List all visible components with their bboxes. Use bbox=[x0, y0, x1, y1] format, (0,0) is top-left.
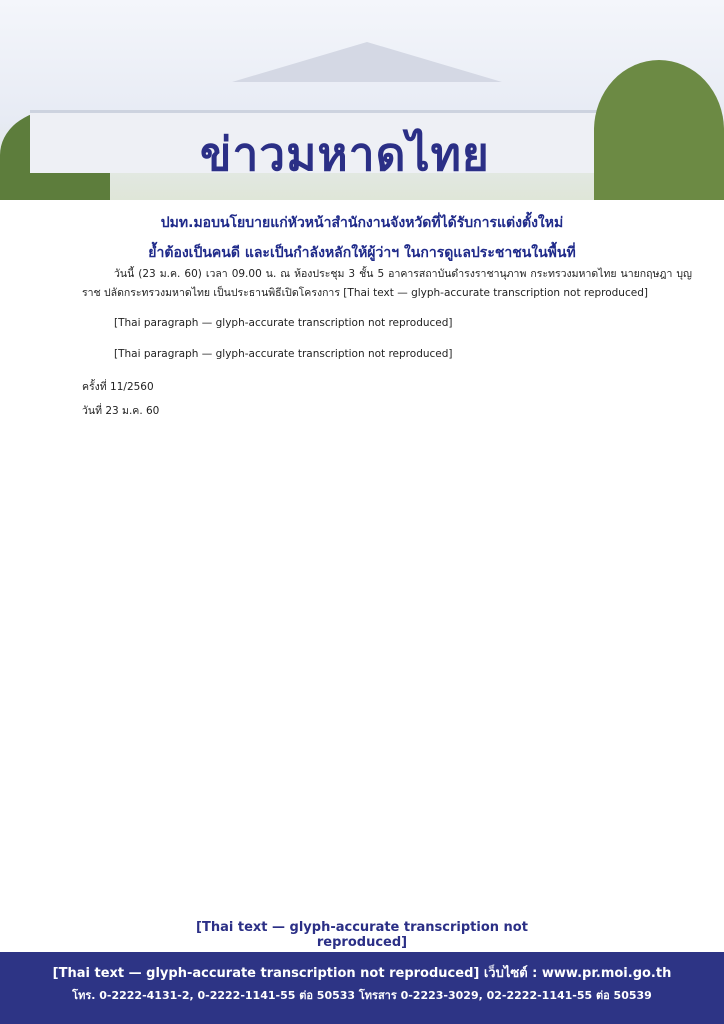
article-body bbox=[82, 265, 692, 423]
news-headline bbox=[100, 212, 624, 264]
issue-date: วันที่ 23 ม.ค. 60 bbox=[82, 405, 160, 417]
tree-decoration-right bbox=[594, 60, 724, 200]
publication-logo: ข่าวมหาดไทย bbox=[200, 127, 490, 181]
building-roof-decoration bbox=[232, 42, 502, 82]
thanks-note: [Thai text — glyph-accurate transcription not reproduced] bbox=[196, 920, 528, 950]
issue-number: ครั้งที่ 11/2560 bbox=[82, 381, 154, 393]
masthead-banner bbox=[0, 0, 724, 200]
paragraph-2: [Thai paragraph — glyph-accurate transcription not reproduced] bbox=[114, 317, 453, 329]
paragraph-3: [Thai paragraph — glyph-accurate transcription not reproduced] bbox=[114, 347, 453, 360]
paragraph-1: วันนี้ (23 ม.ค. 60) เวลา 09.00 น. ณ ห้องประชุม 3 ชั้น 5 อาคารสถาบันดำรงราชานุภาพ กระทรวงมหาดไทย นายกฤษฎา บุญราช ปลัดกระทรวงมหาดไทย เป็นประธานพิธีเปิดโครงการ [Thai text — glyph-accurate transcription not reproduced] bbox=[82, 268, 692, 299]
footer-bar bbox=[0, 952, 724, 1024]
footer-office-website: [Thai text — glyph-accurate transcription not reproduced] เว็บไซต์ : www.pr.moi.go.th bbox=[52, 966, 672, 981]
headline-line-2: ย้ำต้องเป็นคนดี และเป็นกำลังหลักให้ผู้ว่าฯ ในการดูแลประชาชนในพื้นที่ bbox=[148, 245, 576, 261]
footer-contact-numbers: โทร. 0-2222-4131-2, 0-2222-1141-55 ต่อ 50533 โทรสาร 0-2223-3029, 02-2222-1141-55 ต่อ 50539 bbox=[72, 989, 652, 1002]
headline-line-1: ปมท.มอบนโยบายแก่หัวหน้าสำนักงานจังหวัดที่ได้รับการแต่งตั้งใหม่ bbox=[160, 215, 564, 231]
